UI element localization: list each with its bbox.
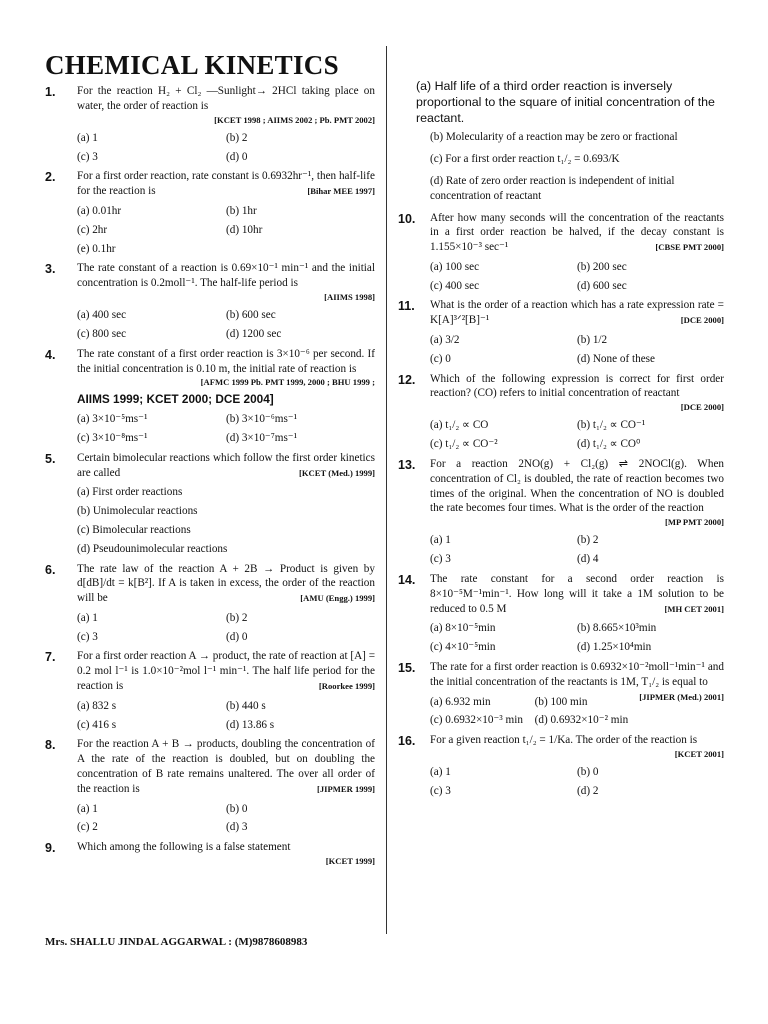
- question-source: [KCET 1998 ; AIIMS 2002 ; Pb. PMT 2002]: [214, 114, 375, 125]
- question-13: [398, 457, 724, 567]
- page-title: CHEMICAL KINETICS: [45, 50, 339, 80]
- option-b[interactable]: (b) 3×10⁻⁶ms⁻¹: [226, 413, 298, 426]
- question-number: 11.: [398, 299, 415, 314]
- option-c[interactable]: (c) 4×10⁻⁵min: [430, 641, 496, 654]
- question-16: [398, 733, 724, 799]
- question-text: For the reaction H₂ + Cl₂ —Sunlight→ 2HCl taking place on water, the order of reaction is: [77, 85, 375, 112]
- option-a[interactable]: (a) 3×10⁻⁵ms⁻¹: [77, 413, 148, 426]
- question-source: [Bihar MEE 1997]: [307, 186, 375, 197]
- question-2: [45, 169, 375, 256]
- question-number: 12.: [398, 372, 416, 387]
- question-number: 16.: [398, 734, 416, 749]
- option-d[interactable]: (d) None of these: [577, 352, 655, 365]
- question-number: 8.: [45, 738, 56, 753]
- option-b[interactable]: (b) Unimolecular reactions: [77, 505, 198, 518]
- left-column: [45, 84, 375, 872]
- option-a[interactable]: (a) 8×10⁻⁵min: [430, 622, 496, 635]
- question-text: Which of the following expression is correct for first order reaction? (CO) refers to initial concentration of reactant: [430, 372, 724, 400]
- question-source: [JIPMER (Med.) 2001]: [639, 691, 724, 702]
- q9-option-d[interactable]: (d) Rate of zero order reaction is independent of initial concentration of reactant: [430, 174, 675, 202]
- question-number: 1.: [45, 85, 56, 99]
- question-text: For a reaction 2NO(g) + Cl₂(g) ⇌ 2NOCl(g). When concentration of Cl₂ is doubled, the rate of reaction becomes two times of the original. When the concentration of NO is doubled the rate becomes four times. What is the order of the reaction: [430, 458, 724, 515]
- option-d[interactable]: (d) 13.86 s: [226, 718, 275, 731]
- option-d[interactable]: (d) 1.25×10⁴min: [577, 641, 652, 654]
- option-c[interactable]: (c) Bimolecular reactions: [77, 524, 191, 536]
- option-b[interactable]: (b) 1/2: [577, 333, 608, 346]
- option-b[interactable]: (b) 600 sec: [226, 309, 276, 322]
- option-c[interactable]: (c) 416 s: [77, 718, 117, 731]
- option-a[interactable]: (a) First order reactions: [77, 486, 183, 499]
- question-10: [398, 211, 724, 294]
- question-text: The rate for a first order reaction is 0.6932×10⁻²moll⁻¹min⁻¹ and the initial concentration of the reactants is 1M, T₁/₂ is equal to: [430, 660, 724, 688]
- question-text: Certain bimolecular reactions which follow the first order kinetics are called: [77, 451, 375, 479]
- question-number: 14.: [398, 573, 416, 588]
- question-6: [45, 562, 375, 645]
- question-3: [45, 261, 375, 341]
- option-b[interactable]: (b) 2: [226, 131, 248, 144]
- question-8: [45, 737, 375, 835]
- question-text: For a first order reaction A → product, the rate of reaction at [A] = 0.2 mol l⁻¹ is 1.0×10⁻²mol l⁻¹ min⁻¹. The half life period for the reaction is: [77, 650, 376, 693]
- option-b[interactable]: (b) t₁/₂ ∝ CO⁻¹: [577, 419, 646, 432]
- option-a[interactable]: (a) 1: [430, 534, 451, 547]
- question-source: [AFMC 1999 Pb. PMT 1999, 2000 ; BHU 1999 ;: [200, 377, 375, 388]
- question-text: Which among the following is a false statement: [77, 841, 291, 854]
- question-text: For a given reaction t₁/₂ = 1/Ka. The order of the reaction is: [430, 734, 698, 747]
- question-text: The rate constant of a reaction is 0.69×10⁻¹ min⁻¹ and the initial concentration is 0.2moll⁻¹. The half-life period is: [77, 262, 375, 290]
- question-text: The rate law of the reaction A + 2B → Product is given by d[dB]/dt = k[B²]. If A is taken in excess, the order of the reaction will be: [77, 562, 375, 605]
- q9-option-c[interactable]: (c) For a first order reaction t₁/₂ = 0.693/K: [430, 153, 620, 166]
- option-d[interactable]: (d) t₁/₂ ∝ CO⁰: [577, 438, 641, 451]
- question-number: 3.: [45, 262, 56, 277]
- question-number: 13.: [398, 458, 416, 472]
- option-c[interactable]: (c) 3: [430, 784, 451, 797]
- option-b[interactable]: (b) 2: [577, 534, 599, 547]
- option-d[interactable]: (d) 0.6932×10⁻² min: [534, 714, 629, 727]
- question-number: 7.: [45, 650, 56, 665]
- question-source-continued: AIIMS 1999; KCET 2000; DCE 2004]: [77, 391, 274, 406]
- q9-option-a[interactable]: (a) Half life of a third order reaction is inversely proportional to the square of initial concentration of the reactant.: [416, 79, 715, 126]
- option-a[interactable]: (a) 1: [77, 131, 98, 144]
- option-a[interactable]: (a) 400 sec: [77, 309, 127, 322]
- question-number: 9.: [45, 841, 56, 856]
- question-number: 10.: [398, 211, 416, 226]
- option-d[interactable]: (d) 1200 sec: [226, 328, 282, 341]
- question-source: [KCET 1999]: [325, 855, 375, 866]
- question-source: [DCE 2000]: [680, 402, 724, 413]
- question-7: [45, 649, 375, 732]
- option-b[interactable]: (b) 2: [226, 611, 248, 624]
- question-text: After how many seconds will the concentration of the reactants in a first order reaction be halved, if the decay constant is 1.155×10⁻³ sec⁻¹: [430, 211, 724, 254]
- option-d[interactable]: (d) 0: [226, 150, 248, 163]
- option-d[interactable]: (d) 10hr: [226, 223, 263, 236]
- option-d[interactable]: (d) 600 sec: [577, 279, 627, 292]
- option-c[interactable]: (c) 0.6932×10⁻³ min: [430, 714, 523, 727]
- question-5: [45, 451, 375, 557]
- question-source: [MH CET 2001]: [664, 603, 724, 614]
- option-a[interactable]: (a) 100 sec: [430, 260, 480, 273]
- option-b[interactable]: (b) 200 sec: [577, 260, 627, 273]
- option-b[interactable]: (b) 0: [226, 802, 248, 815]
- q9-option-b[interactable]: (b) Molecularity of a reaction may be zero or fractional: [430, 131, 678, 144]
- question-text: For a first order reaction, rate constant is 0.6932hr⁻¹, then half-life for the reaction is: [77, 170, 375, 198]
- option-a[interactable]: (a) 1: [430, 766, 451, 779]
- option-d[interactable]: (d) 2: [577, 784, 599, 797]
- column-divider: [386, 46, 387, 934]
- question-text: For the reaction A + B → products, doubling the concentration of A the rate of the reaction is doubled, but on doubling the concentration of B rate remains unaltered. The over all order of the reaction is: [77, 738, 375, 795]
- option-c[interactable]: (c) 0: [430, 352, 451, 365]
- option-b[interactable]: (b) 440 s: [226, 699, 266, 712]
- question-source: [Roorkee 1999]: [318, 681, 375, 692]
- question-1: [45, 84, 375, 164]
- option-b[interactable]: (b) 8.665×10³min: [577, 622, 657, 635]
- question-text: The rate constant for a second order reaction is 8×10⁻⁵M⁻¹min⁻¹. How long will it take a 1M solution to be reduced to 0.5 M: [430, 573, 724, 615]
- option-c[interactable]: (c) 400 sec: [430, 279, 480, 292]
- question-12: [398, 372, 724, 452]
- option-b[interactable]: (b) 0: [577, 766, 599, 779]
- option-c[interactable]: (c) 3: [77, 630, 98, 643]
- option-e[interactable]: (e) 0.1hr: [77, 242, 116, 255]
- option-c[interactable]: (c) 2: [77, 821, 98, 834]
- question-text: What is the order of a reaction which has a rate expression rate = K[A]³ᐟ²[B]⁻¹: [430, 299, 724, 327]
- question-number: 15.: [398, 660, 416, 675]
- question-source: [DCE 2000]: [680, 315, 724, 326]
- option-d[interactable]: (d) 0: [226, 630, 248, 643]
- question-number: 4.: [45, 347, 56, 362]
- question-4: [45, 347, 375, 446]
- footer-author: Mrs. SHALLU JINDAL AGGARWAL : (M)9878608983: [45, 936, 308, 948]
- question-11: [398, 298, 724, 366]
- option-c[interactable]: (c) t₁/₂ ∝ CO⁻²: [430, 438, 498, 451]
- option-d[interactable]: (d) Pseudounimolecular reactions: [77, 542, 228, 555]
- option-d[interactable]: (d) 3×10⁻⁷ms⁻¹: [226, 432, 298, 445]
- option-a[interactable]: (a) 1: [77, 611, 98, 624]
- right-column: [398, 78, 724, 804]
- question-source: [CBSE PMT 2000]: [655, 242, 724, 253]
- question-source: [KCET (Med.) 1999]: [299, 467, 375, 478]
- option-a[interactable]: (a) t₁/₂ ∝ CO: [430, 419, 489, 432]
- option-c[interactable]: (c) 2hr: [77, 223, 108, 236]
- question-source: [MP PMT 2000]: [664, 517, 724, 528]
- option-c[interactable]: (c) 3×10⁻⁸ms⁻¹: [77, 432, 148, 445]
- question-15: [398, 660, 724, 728]
- question-number: 2.: [45, 170, 56, 185]
- question-text: The rate constant of a first order reaction is 3×10⁻⁶ per second. If the initial concentration is 0.10 m, the initial rate of reaction is: [77, 347, 375, 375]
- question-source: [AMU (Engg.) 1999]: [300, 593, 375, 604]
- question-14: [398, 572, 724, 655]
- option-a[interactable]: (a) 832 s: [77, 699, 117, 712]
- option-c[interactable]: (c) 800 sec: [77, 328, 127, 341]
- question-source: [KCET 2001]: [674, 748, 724, 759]
- option-d[interactable]: (d) 3: [226, 821, 248, 834]
- question-9: [45, 840, 375, 867]
- option-b[interactable]: (b) 100 min: [534, 695, 588, 708]
- question-source: [JIPMER 1999]: [317, 783, 375, 794]
- option-a[interactable]: (a) 1: [77, 802, 98, 815]
- option-c[interactable]: (c) 3: [77, 150, 98, 163]
- option-a[interactable]: (a) 3/2: [430, 333, 460, 346]
- question-number: 5.: [45, 451, 56, 466]
- question-number: 6.: [45, 562, 56, 577]
- option-b[interactable]: (b) 1hr: [226, 205, 257, 218]
- option-d[interactable]: (d) 4: [577, 553, 599, 566]
- option-a[interactable]: (a) 6.932 min: [430, 695, 491, 708]
- option-c[interactable]: (c) 3: [430, 553, 451, 566]
- option-a[interactable]: (a) 0.01hr: [77, 205, 122, 218]
- question-source: [AIIMS 1998]: [324, 291, 375, 302]
